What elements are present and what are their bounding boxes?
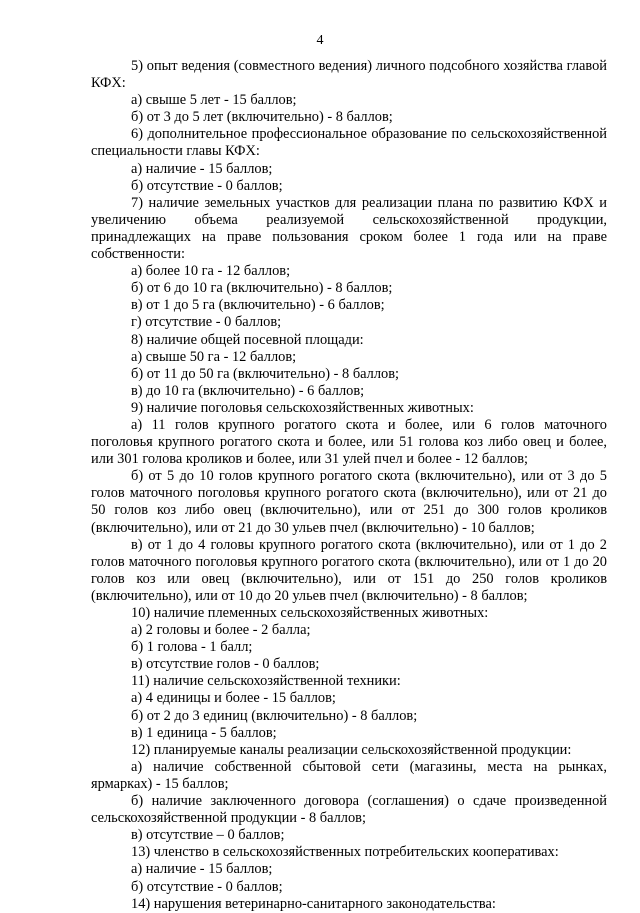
paragraph: а) 2 головы и более - 2 балла; — [131, 622, 311, 639]
paragraph: г) отсутствие - 0 баллов; — [131, 314, 282, 331]
paragraph: 10) наличие племенных сельскохозяйственных животных: — [131, 605, 489, 621]
paragraph: б) отсутствие - 0 баллов; — [131, 878, 283, 895]
paragraph: б) 1 голова - 1 балл; — [131, 639, 253, 656]
paragraph: в) до 10 га (включительно) - 6 баллов; — [131, 382, 365, 399]
paragraph: а) 4 единицы и более - 15 баллов; — [131, 690, 336, 707]
paragraph: 11) наличие сельскохозяйственной техники: — [131, 673, 401, 690]
paragraph: а) свыше 5 лет - 15 баллов; — [131, 92, 297, 109]
page-number: 4 — [316, 33, 324, 48]
paragraph: 8) наличие общей посевной площади: — [131, 331, 364, 348]
paragraph: а) наличие собственной сбытовой сети (магазины, места на рынках, ярмарках) - 15 баллов; — [91, 758, 607, 792]
paragraph: б) от 3 до 5 лет (включительно) - 8 баллов; — [131, 109, 393, 126]
paragraph: 12) планируемые каналы реализации сельскохозяйственной продукции: — [131, 741, 572, 758]
paragraph: 14) нарушения ветеринарно-санитарного законодательства: — [131, 895, 496, 912]
paragraph: 5) опыт ведения (совместного ведения) личного подсобного хозяйства главой КФХ: — [91, 58, 607, 92]
paragraph: в) от 1 до 4 головы крупного рогатого скота (включительно), или от 1 до 2 голов маточного поголовья крупного рогатого скота (включительно), или от 1 до 20 голов коз или овец (включительно), или от 151 до 250 голов кроликов (включительно), или от 10 до 20 ульев пчел (включительно) - 8 баллов; — [91, 536, 607, 604]
paragraph: б) от 6 до 10 га (включительно) - 8 баллов; — [131, 280, 393, 297]
paragraph: б) отсутствие - 0 баллов; — [131, 177, 283, 194]
paragraph: в) отсутствие – 0 баллов; — [131, 827, 285, 844]
paragraph: 7) наличие земельных участков для реализации плана по развитию КФХ и увеличению объема реализуемой сельскохозяйственной продукции, принадлежащих на праве пользования сроком более 1 года или на праве собственности: — [91, 194, 607, 263]
paragraph: б) от 2 до 3 единиц (включительно) - 8 баллов; — [131, 707, 418, 724]
document-body — [91, 58, 607, 913]
paragraph: в) от 1 до 5 га (включительно) - 6 баллов; — [131, 297, 385, 314]
paragraph: в) отсутствие голов - 0 баллов; — [131, 656, 320, 673]
paragraph: 6) дополнительное профессиональное образование по сельскохозяйственной специальности главы КФХ: — [91, 126, 607, 160]
paragraph: а) наличие - 15 баллов; — [131, 861, 273, 878]
paragraph: а) наличие - 15 баллов; — [131, 160, 273, 177]
paragraph: а) свыше 50 га - 12 баллов; — [131, 348, 297, 365]
paragraph: б) от 5 до 10 голов крупного рогатого скота (включительно), или от 3 до 5 голов маточного поголовья крупного рогатого скота (включительно), или от 21 до 50 голов коз либо овец (включительно), или от 251 до 300 голов кроликов (включительно), или от 21 до 30 ульев пчел (включительно) - 10 баллов; — [91, 468, 607, 536]
paragraph: 9) наличие поголовья сельскохозяйственных животных: — [131, 399, 474, 416]
paragraph: а) 11 голов крупного рогатого скота и более, или 6 голов маточного поголовья крупного рогатого скота и более, или 51 голова коз либо овец и более, или 301 голова кроликов и более, или 31 улей пчел и более - 12 баллов; — [91, 416, 607, 468]
paragraph: б) наличие заключенного договора (соглашения) о сдаче произведенной сельскохозяйственной продукции - 8 баллов; — [91, 793, 607, 827]
paragraph: а) более 10 га - 12 баллов; — [131, 263, 291, 280]
paragraph: б) от 11 до 50 га (включительно) - 8 баллов; — [131, 365, 400, 382]
paragraph: 13) членство в сельскохозяйственных потребительских кооперативах: — [131, 844, 559, 861]
paragraph: в) 1 единица - 5 баллов; — [131, 724, 277, 741]
